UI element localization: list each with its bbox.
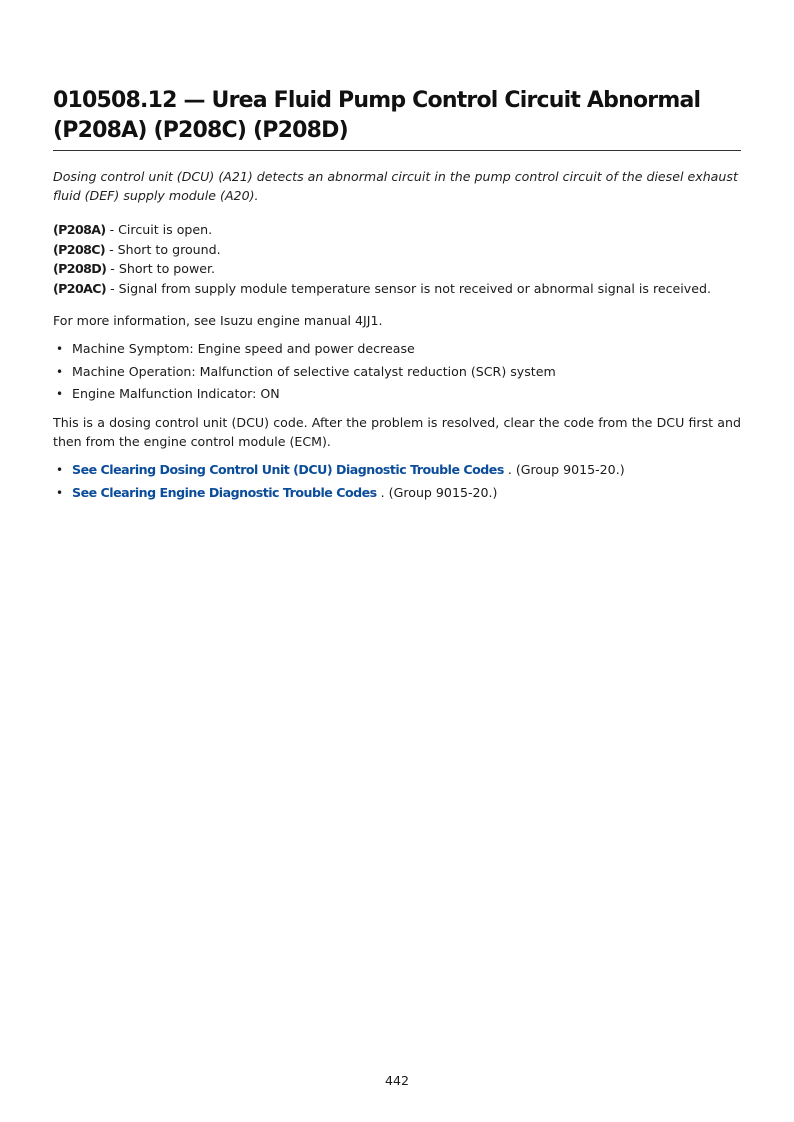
list-item: [53, 385, 741, 408]
title-divider: [53, 150, 741, 151]
dcu-paragraph: This is a dosing control unit (DCU) code. After the problem is resolved, clear the code from the DCU first and then from the engine control module (ECM).: [53, 415, 741, 449]
list-item: [53, 340, 741, 363]
bullet-icon: •: [56, 342, 64, 356]
symptom-text: Engine Malfunction Indicator: ON: [72, 386, 280, 401]
symptom-text: Machine Symptom: Engine speed and power decrease: [72, 341, 415, 356]
reference-suffix: . (Group 9015-20.): [376, 484, 498, 500]
document-page: [53, 0, 741, 1122]
code-description: - Short to power.: [106, 261, 216, 276]
list-item: [53, 484, 741, 507]
page-number: 442: [384, 1073, 410, 1088]
code-id: (P208C): [53, 241, 106, 257]
clear-dcu-codes-link[interactable]: See Clearing Dosing Control Unit (DCU) Diagnostic Trouble Codes: [72, 462, 504, 477]
reference-suffix: . (Group 9015-20.): [503, 462, 625, 477]
bullet-icon: •: [56, 463, 64, 477]
more-info-text: For more information, see Isuzu engine manual 4JJ1.: [53, 313, 383, 328]
bullet-icon: •: [56, 364, 64, 379]
code-line-p208a: [53, 220, 741, 240]
reference-list: [53, 461, 741, 506]
code-description: - Short to ground.: [105, 241, 221, 257]
code-line-p20ac: [53, 279, 741, 299]
code-list: [53, 220, 741, 298]
code-id: (P20AC): [53, 280, 107, 296]
code-id: (P208D): [53, 261, 107, 276]
code-description: - Circuit is open.: [105, 222, 213, 237]
code-line-p208c: [53, 240, 741, 260]
list-item: [53, 461, 741, 484]
bullet-icon: •: [56, 387, 64, 401]
list-item: [53, 363, 741, 386]
code-id: (P208A): [53, 222, 106, 237]
clear-engine-codes-link[interactable]: See Clearing Engine Diagnostic Trouble Codes: [72, 484, 377, 500]
page-title: 010508.12 — Urea Fluid Pump Control Circuit Abnormal (P208A) (P208C) (P208D): [53, 88, 701, 143]
symptom-list: [53, 340, 741, 408]
code-line-p208d: [53, 259, 741, 279]
code-description: - Signal from supply module temperature sensor is not received or abnormal signal is received.: [106, 280, 711, 296]
bullet-icon: •: [56, 485, 64, 500]
symptom-text: Machine Operation: Malfunction of selective catalyst reduction (SCR) system: [72, 363, 556, 379]
intro-paragraph: Dosing control unit (DCU) (A21) detects an abnormal circuit in the pump control circuit of the diesel exhaust fluid (DEF) supply module (A20).: [53, 169, 738, 203]
